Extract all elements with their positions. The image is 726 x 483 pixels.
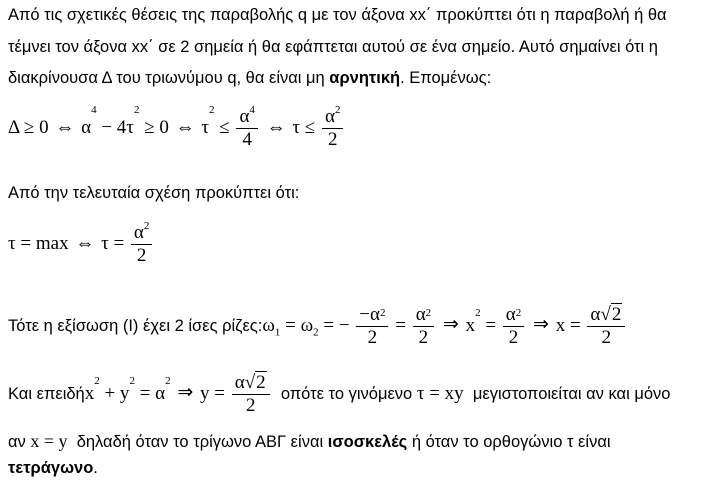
fraction: [587, 304, 625, 349]
paragraph-line: [8, 457, 98, 479]
paragraph-line: [8, 67, 491, 89]
exponent: 2: [143, 220, 150, 232]
math-term: x: [465, 314, 476, 336]
denominator: 4: [236, 128, 257, 151]
bold-text: αρνητική: [329, 69, 401, 87]
text: Τότε η εξίσωση (Ι) έχει 2 ίσες ρίζες:: [8, 317, 263, 335]
paragraph-line: Από τις σχετικές θέσεις της παραβολής q με τον άξονα xx΄ προκύπτει ότι η παραβολή ή θα: [8, 6, 667, 24]
equation-discriminant: [8, 106, 345, 151]
exponent: 2: [94, 374, 100, 387]
exponent: 2: [425, 306, 432, 319]
math-term: y =: [200, 382, 225, 404]
bold-text: ισοσκελές: [327, 433, 408, 451]
text: Και επειδή: [8, 385, 85, 403]
numerator: α: [415, 303, 426, 325]
math-term: τ =: [101, 232, 125, 254]
math-term: Δ ≥ 0: [8, 116, 49, 138]
exponent: 4: [91, 104, 97, 116]
math-term: x =: [555, 314, 581, 336]
math-term: ω: [262, 314, 275, 336]
denominator: 2: [587, 326, 625, 349]
math-term: α: [81, 116, 92, 138]
math-term: − 4τ: [96, 116, 134, 138]
numerator: α: [325, 106, 335, 127]
radicand: 2: [611, 303, 622, 325]
fraction: [356, 304, 388, 349]
math-term: ≤: [214, 116, 230, 138]
numerator: α: [239, 106, 250, 127]
numerator: −α: [359, 303, 380, 325]
fraction: [131, 222, 152, 267]
text: διακρίνουσα Δ του τριωνύμου q, θα είναι μη: [8, 69, 330, 87]
exponent: 2: [515, 306, 522, 319]
exponent: 2: [129, 374, 135, 387]
denominator: 2: [413, 326, 434, 349]
exponent: 2: [165, 374, 171, 387]
paragraph-line: [8, 430, 611, 453]
iff-symbol: ⇔: [55, 116, 75, 138]
paragraph-line: τέμνει τον άξονα xx΄ σε 2 σημεία ή θα εφάπτεται αυτού σε ένα σημείο. Αυτό σημαίνει ότι η: [8, 38, 658, 56]
math-term: τ = xy: [416, 383, 464, 404]
sqrt-symbol: √2: [244, 371, 266, 393]
implies-symbol: ⇒: [533, 314, 549, 336]
text: μεγιστοποιείται αν και μόνο: [463, 385, 671, 403]
math-term: =: [480, 314, 497, 336]
equation-roots: [262, 304, 627, 349]
denominator: 2: [322, 128, 343, 151]
equation-circle: [85, 372, 272, 417]
product-line: [8, 371, 670, 417]
text: ή όταν το ορθογώνιο τ είναι: [407, 433, 611, 451]
numerator: α: [234, 371, 245, 393]
math-term: τ ≤: [292, 116, 316, 138]
math-term: =: [395, 314, 406, 336]
paragraph-line: Από την τελευταία σχέση προκύπτει ότι:: [8, 184, 300, 202]
text: .: [93, 459, 98, 477]
fraction: [503, 304, 524, 349]
implies-symbol: ⇒: [177, 382, 194, 404]
exponent: 2: [209, 104, 215, 116]
text: δηλαδή όταν το τρίγωνο ΑΒΓ είναι: [67, 433, 328, 451]
numerator: α: [133, 222, 144, 243]
roots-line: [8, 303, 627, 349]
numerator: α: [590, 303, 601, 325]
exponent: 2: [133, 104, 140, 116]
radicand: 2: [256, 371, 266, 393]
denominator: 2: [356, 326, 388, 349]
math-term: τ: [201, 116, 210, 138]
implies-symbol: ⇒: [442, 314, 459, 336]
fraction: [232, 372, 270, 417]
exponent: 2: [379, 306, 386, 319]
sqrt-symbol: √2: [600, 303, 622, 325]
math-term: = α: [134, 382, 166, 404]
math-term: x: [84, 382, 95, 404]
iff-symbol: ⇔: [75, 232, 95, 254]
denominator: 2: [131, 244, 152, 267]
subscript: 1: [274, 326, 281, 339]
fraction: [322, 106, 343, 151]
math-term: τ = max: [8, 232, 69, 254]
math-term: = −: [318, 314, 350, 336]
math-term: x = y: [30, 431, 68, 451]
exponent: 4: [249, 104, 255, 116]
math-term: =: [280, 314, 301, 336]
equation-max: [8, 222, 154, 267]
text: . Επομένως:: [400, 69, 492, 87]
text: οπότε το γινόμενο: [271, 385, 417, 403]
text: αν: [8, 433, 31, 451]
denominator: 2: [232, 394, 270, 417]
denominator: 2: [503, 326, 524, 349]
numerator: α: [505, 303, 516, 325]
math-term: + y: [99, 382, 130, 404]
fraction: [413, 304, 434, 349]
fraction: [236, 106, 257, 151]
bold-text: τετράγωνο: [8, 459, 94, 477]
iff-symbol: ⇔: [266, 116, 286, 138]
iff-symbol: ⇔: [175, 116, 195, 138]
subscript: 2: [313, 326, 319, 339]
exponent: 2: [334, 104, 341, 116]
math-term: ≥ 0: [139, 116, 169, 138]
math-term: ω: [300, 314, 314, 336]
exponent: 2: [475, 306, 481, 319]
